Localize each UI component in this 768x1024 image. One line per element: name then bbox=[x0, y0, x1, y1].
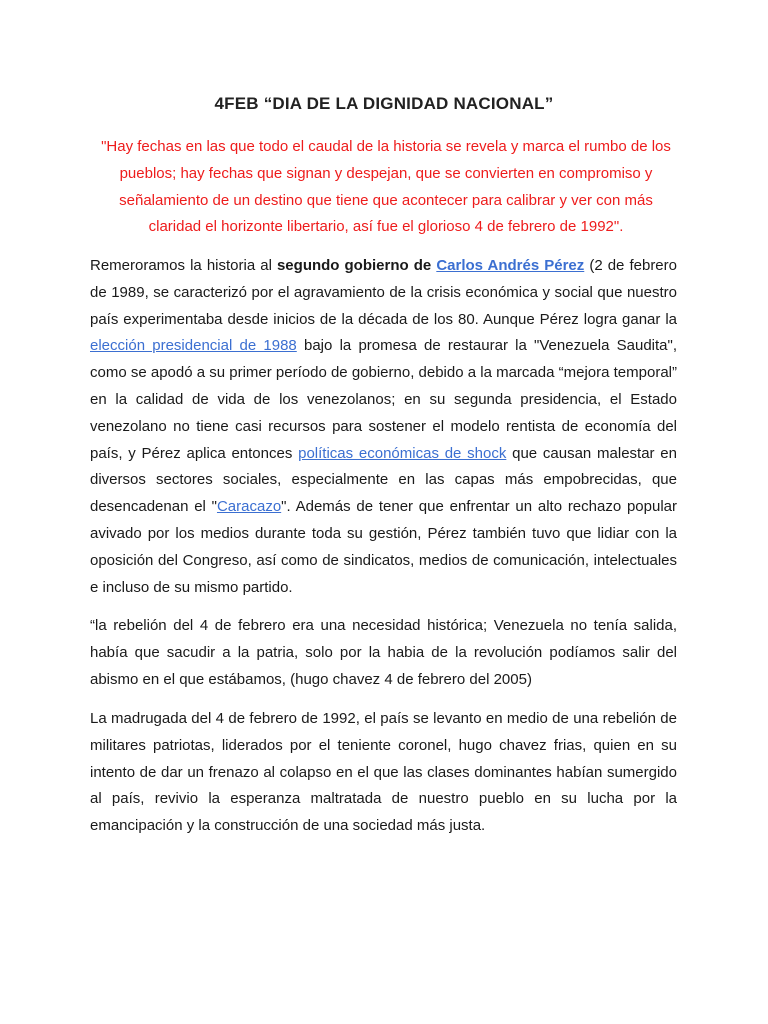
link-presidential-election-1988[interactable]: elección presidencial de 1988 bbox=[90, 337, 297, 355]
p1-text-8: ". Además de tener que enfrentar un alto rechazo popular avivado por los medios durante toda su gestión, Pérez también tuvo que lidiar con la oposición del Congreso, así como de sindicatos, medios de comunicación, intelectuales e incluso de su mismo partido. bbox=[90, 498, 677, 596]
p1-text-5: experimentaba desde inicios de la década de los 80. Aunque Pérez logra ganar la bbox=[118, 310, 677, 328]
paragraph-chavez-quote: “la rebelión del 4 de febrero era una necesidad histórica; Venezuela no tenía salida, había que sacudir a la patria, solo por la habia de la revolución podíamos salir del abismo en el que estábamos, (hugo chavez 4 de febrero del 2005) bbox=[90, 617, 677, 688]
paragraph-history bbox=[90, 253, 677, 601]
p1-text-our-country: nuestro país bbox=[90, 283, 677, 328]
opening-quote: "Hay fechas en las que todo el caudal de la historia se revela y marca el rumbo de los pueblos; hay fechas que signan y despejan, que se convierten en compromiso y señalamiento de un destino que tiene que acontecer para calibrar y ver con más claridad el horizonte libertario, así fue el glorioso 4 de febrero de 1992". bbox=[101, 138, 671, 236]
paragraph-february-1992: La madrugada del 4 de febrero de 1992, el país se levanto en medio de una rebelión de militares patriotas, liderados por el teniente coronel, hugo chavez frias, quien en su intento de dar un frenazo al colapso en el que las clases dominantes habían sumergido al país, revivio la esperanza maltratada de nuestro pueblo en su lucha por la emancipación y la construcción de una sociedad más justa. bbox=[90, 710, 677, 835]
link-carlos-andres-perez[interactable]: Carlos Andrés Pérez bbox=[436, 257, 585, 274]
p1-text-7: que causan malestar en diversos sectores sociales, especialmente en las capas más empobrecidas, que desencadenan el " bbox=[90, 444, 677, 516]
p1-text-6: bajo la promesa de restaurar la "Venezuela Saudita", como se apodó a su primer período de gobierno, debido a la marcada “mejora temporal” en la calidad de vida de los venezolanos; en su segunda presidencia, el Estado venezolano no tiene casi recursos para sostener el modelo rentista de economía del país, y Pérez aplica entonces bbox=[90, 337, 678, 462]
p1-text-1: Remeroramos la historia al bbox=[90, 257, 277, 274]
link-caracazo[interactable]: Caracazo bbox=[216, 498, 282, 516]
document-title: 4FEB “DIA DE LA DIGNIDAD NACIONAL” bbox=[214, 94, 554, 113]
p1-text-3: (2 de febrero de 1989, se caracterizó por el agravamiento de la crisis económica y social que bbox=[90, 257, 677, 301]
link-economic-shock-policies[interactable]: políticas económicas de shock bbox=[298, 444, 507, 462]
p1-bold-second-government: segundo gobierno de bbox=[276, 257, 432, 274]
